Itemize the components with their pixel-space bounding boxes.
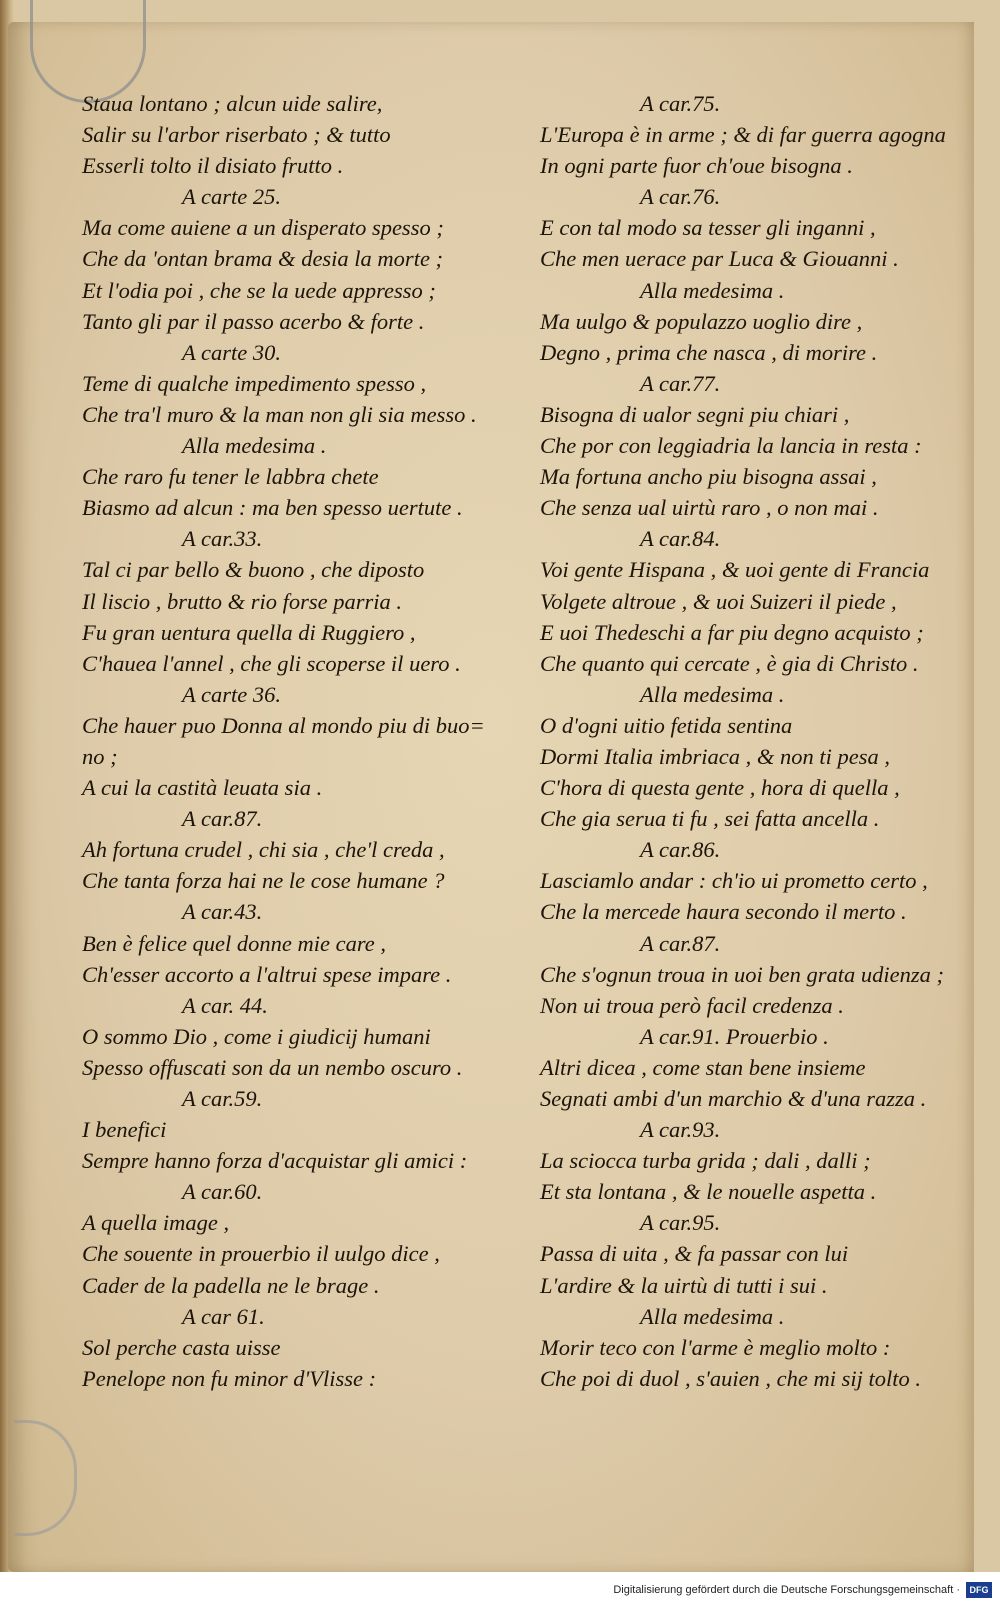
- section-reference: A car.91. Prouerbio .: [640, 1023, 829, 1049]
- verse-line: L'ardire & la uirtù di tutti i sui .: [540, 1272, 828, 1298]
- section-reference: A car.87.: [182, 806, 263, 832]
- verse-line: Ma fortuna ancho piu bisogna assai ,: [540, 464, 877, 490]
- footer-credit: Digitalisierung gefördert durch die Deutsche Forschungsgemeinschaft ·: [613, 1584, 960, 1596]
- digitization-footer: [0, 1572, 1000, 1608]
- verse-line: Et l'odia poi , che se la uede appresso ;: [82, 277, 436, 303]
- verse-line: Il liscio , brutto & rio forse parria .: [82, 588, 403, 614]
- section-reference: A car. 44.: [182, 992, 268, 1018]
- verse-line: In ogni parte fuor ch'oue bisogna .: [540, 153, 853, 179]
- verse-line: Tanto gli par il passo acerbo & forte .: [82, 308, 425, 334]
- verse-line: Non ui troua però facil credenza .: [540, 992, 844, 1018]
- verse-line: Che senza ual uirtù raro , o non mai .: [540, 495, 879, 521]
- verse-line: Fu gran uentura quella di Ruggiero ,: [82, 619, 416, 645]
- verse-line: Che gia serua ti fu , sei fatta ancella .: [540, 806, 880, 832]
- verse-line: Voi gente Hispana , & uoi gente di Francia: [540, 557, 930, 583]
- section-reference: Alla medesima .: [182, 433, 327, 459]
- section-reference: A car.93.: [640, 1117, 721, 1143]
- verse-line: Ah fortuna crudel , chi sia , che'l creda ,: [82, 837, 445, 863]
- section-reference: A car.76.: [640, 184, 721, 210]
- verse-line: O d'ogni uitio fetida sentina: [540, 712, 793, 738]
- section-reference: A car.43.: [182, 899, 263, 925]
- verse-line: Che s'ognun troua in uoi ben grata udienza ;: [540, 961, 944, 987]
- verse-line: Altri dicea , come stan bene insieme: [540, 1054, 866, 1080]
- verse-line: Et sta lontana , & le nouelle aspetta .: [540, 1179, 877, 1205]
- verse-line: Che men uerace par Luca & Giouanni .: [540, 246, 899, 272]
- verse-line: E con tal modo sa tesser gli inganni ,: [540, 215, 876, 241]
- verse-line: Che poi di duol , s'auien , che mi sij tolto .: [540, 1365, 922, 1391]
- verse-line: C'hora di questa gente , hora di quella ,: [540, 775, 900, 801]
- section-reference: A carte 25.: [182, 184, 281, 210]
- section-reference: Alla medesima .: [640, 1303, 785, 1329]
- verse-line: Che quanto qui cercate , è gia di Christo .: [540, 650, 919, 676]
- verse-line: Teme di qualche impedimento spesso ,: [82, 370, 427, 396]
- section-reference: A car.59.: [182, 1086, 263, 1111]
- section-reference: A carte 36.: [182, 681, 281, 707]
- section-reference: A car.87.: [640, 930, 721, 956]
- verse-line: O sommo Dio , come i giudicij humani: [82, 1023, 431, 1049]
- verse-line: no ;: [82, 743, 118, 769]
- verse-line: Staua lontano ; alcun uide salire,: [82, 91, 383, 116]
- verse-line: Che souente in prouerbio il uulgo dice ,: [82, 1241, 440, 1267]
- verse-line: La sciocca turba grida ; dali , dalli ;: [540, 1148, 871, 1174]
- dfg-logo: DFG: [966, 1582, 992, 1598]
- verse-line: Che tra'l muro & la man non gli sia messo .: [82, 401, 477, 427]
- section-reference: A car.75.: [640, 91, 721, 116]
- verse-line: Lasciamlo andar : ch'io ui prometto certo ,: [540, 868, 928, 894]
- verse-line: Segnati ambi d'un marchio & d'una razza .: [540, 1086, 927, 1111]
- verse-line: Volgete altroue , & uoi Suizeri il piede ,: [540, 588, 897, 614]
- verse-line: Biasmo ad alcun : ma ben spesso uertute .: [82, 495, 463, 521]
- verse-line: E uoi Thedeschi a far piu degno acquisto ;: [540, 619, 924, 645]
- verse-line: Sol perche casta uisse: [82, 1334, 281, 1360]
- verse-line: Sempre hanno forza d'acquistar gli amici :: [82, 1148, 468, 1174]
- verse-line: Degno , prima che nasca , di morire .: [540, 339, 878, 365]
- verse-line: L'Europa è in arme ; & di far guerra agogna: [540, 122, 946, 148]
- verse-line: Passa di uita , & fa passar con lui: [540, 1241, 849, 1267]
- verse-line: Che la mercede haura secondo il merto .: [540, 899, 907, 925]
- verse-line: Penelope non fu minor d'Vlisse :: [82, 1365, 377, 1391]
- section-reference: A car.33.: [182, 526, 263, 552]
- left-text-column: [82, 88, 502, 1394]
- verse-line: Esserli tolto il disiato frutto .: [82, 153, 344, 179]
- verse-line: Dormi Italia imbriaca , & non ti pesa ,: [540, 743, 890, 769]
- verse-line: Che por con leggiadria la lancia in resta :: [540, 433, 922, 459]
- verse-line: Salir su l'arbor riserbato ; & tutto: [82, 122, 391, 148]
- verse-line: C'hauea l'annel , che gli scoperse il uero .: [82, 650, 461, 676]
- verse-line: Che hauer puo Donna al mondo piu di buo=: [82, 712, 485, 738]
- section-reference: A carte 30.: [182, 339, 281, 365]
- section-reference: A car.84.: [640, 526, 721, 552]
- verse-line: Ma uulgo & populazzo uoglio dire ,: [540, 308, 863, 334]
- verse-line: A quella image ,: [82, 1210, 230, 1236]
- verse-line: Cader de la padella ne le brage .: [82, 1272, 380, 1298]
- section-reference: A car.60.: [182, 1179, 263, 1205]
- section-reference: Alla medesima .: [640, 277, 785, 303]
- right-text-column: [540, 88, 965, 1394]
- verse-line: Che raro fu tener le labbra chete: [82, 464, 379, 490]
- section-reference: A car.77.: [640, 370, 721, 396]
- verse-line: Che tanta forza hai ne le cose humane ?: [82, 868, 445, 894]
- verse-line: A cui la castità leuata sia .: [82, 775, 323, 801]
- verse-line: Ben è felice quel donne mie care ,: [82, 930, 387, 956]
- section-reference: Alla medesima .: [640, 681, 785, 707]
- verse-line: Che da 'ontan brama & desia la morte ;: [82, 246, 444, 272]
- section-reference: A car 61.: [182, 1303, 265, 1329]
- verse-line: Spesso offuscati son da un nembo oscuro .: [82, 1054, 463, 1080]
- verse-line: I benefici: [82, 1117, 167, 1143]
- verse-line: Tal ci par bello & buono , che diposto: [82, 557, 425, 583]
- section-reference: A car.95.: [640, 1210, 721, 1236]
- verse-line: Ma come auiene a un disperato spesso ;: [82, 215, 444, 241]
- section-reference: A car.86.: [640, 837, 721, 863]
- verse-line: Ch'esser accorto a l'altrui spese impare .: [82, 961, 452, 987]
- verse-line: Morir teco con l'arme è meglio molto :: [540, 1334, 891, 1360]
- verse-line: Bisogna di ualor segni piu chiari ,: [540, 401, 850, 427]
